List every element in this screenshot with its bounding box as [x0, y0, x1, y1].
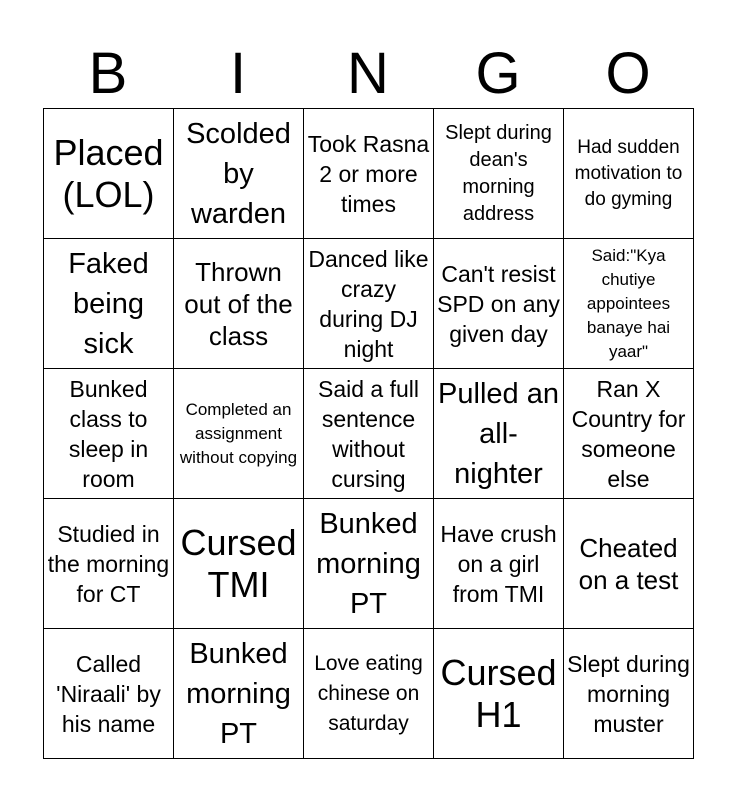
bingo-grid: [43, 108, 694, 759]
cell-r4-c2[interactable]: [174, 499, 304, 629]
grid-row-5: [44, 629, 694, 759]
cell-text: Said:"Kya chutiye appointees banaye hai yaar": [586, 245, 671, 361]
cell-text: Said a full sentence without cursing: [317, 375, 419, 492]
cell-text: Cursed H1: [440, 651, 557, 735]
cell-text: Cursed TMI: [180, 521, 297, 605]
cell-text: Bunked class to sleep in room: [68, 375, 149, 492]
cell-r3-c4[interactable]: [434, 369, 564, 499]
cell-text: Love eating chinese on saturday: [314, 651, 423, 735]
cell-text: Ran X Country for someone else: [571, 375, 686, 492]
cell-r5-c3[interactable]: [304, 629, 434, 759]
cell-r5-c4[interactable]: [434, 629, 564, 759]
cell-text: Placed (LOL): [53, 131, 164, 215]
cell-r2-c3[interactable]: [304, 239, 434, 369]
cell-r4-c5[interactable]: [564, 499, 694, 629]
cell-r3-c5[interactable]: [564, 369, 694, 499]
cell-r4-c3[interactable]: [304, 499, 434, 629]
header-letter-g: G: [475, 41, 521, 106]
cell-text: Can't resist SPD on any given day: [437, 260, 560, 347]
cell-text: Bunked morning PT: [316, 507, 421, 620]
grid-row-3: [44, 369, 694, 499]
cell-r1-c4[interactable]: [434, 109, 564, 239]
cell-r2-c2[interactable]: [174, 239, 304, 369]
cell-r1-c5[interactable]: [564, 109, 694, 239]
cell-r5-c1[interactable]: [44, 629, 174, 759]
cell-r5-c2[interactable]: [174, 629, 304, 759]
header-letter-i: I: [229, 41, 247, 106]
cell-r3-c1[interactable]: [44, 369, 174, 499]
cell-text: Have crush on a girl from TMI: [440, 520, 557, 607]
header-letter-n: N: [347, 41, 389, 106]
cell-r2-c1[interactable]: [44, 239, 174, 369]
grid-row-1: [44, 109, 694, 239]
bingo-header: [43, 40, 693, 108]
cell-r1-c1[interactable]: [44, 109, 174, 239]
cell-text: Danced like crazy during DJ night: [308, 245, 429, 362]
cell-text: Took Rasna 2 or more times: [307, 130, 430, 217]
cell-text: Thrown out of the class: [184, 256, 293, 351]
cell-text: Had sudden motivation to do gyming: [574, 136, 683, 210]
cell-r5-c5[interactable]: [564, 629, 694, 759]
cell-r2-c4[interactable]: [434, 239, 564, 369]
cell-r1-c3[interactable]: [304, 109, 434, 239]
cell-text: Studied in the morning for CT: [47, 520, 170, 607]
cell-text: Slept during dean's morning address: [445, 121, 552, 225]
cell-text: Faked being sick: [68, 247, 149, 360]
cell-r1-c2[interactable]: [174, 109, 304, 239]
cell-text: Cheated on a test: [578, 532, 679, 595]
cell-text: Called 'Niraali' by his name: [56, 650, 161, 737]
cell-text: Pulled an all-nighter: [438, 377, 559, 490]
cell-text: Completed an assignment without copying: [179, 399, 298, 467]
cell-r4-c1[interactable]: [44, 499, 174, 629]
grid-row-4: [44, 499, 694, 629]
cell-text: Slept during morning muster: [567, 650, 690, 737]
header-letter-b: B: [88, 41, 128, 106]
cell-r2-c5[interactable]: [564, 239, 694, 369]
cell-r4-c4[interactable]: [434, 499, 564, 629]
cell-text: Scolded by warden: [186, 117, 291, 230]
cell-r3-c3[interactable]: [304, 369, 434, 499]
header-letter-o: O: [605, 41, 651, 106]
grid-row-2: [44, 239, 694, 369]
cell-text: Bunked morning PT: [186, 637, 291, 750]
cell-r3-c2[interactable]: [174, 369, 304, 499]
